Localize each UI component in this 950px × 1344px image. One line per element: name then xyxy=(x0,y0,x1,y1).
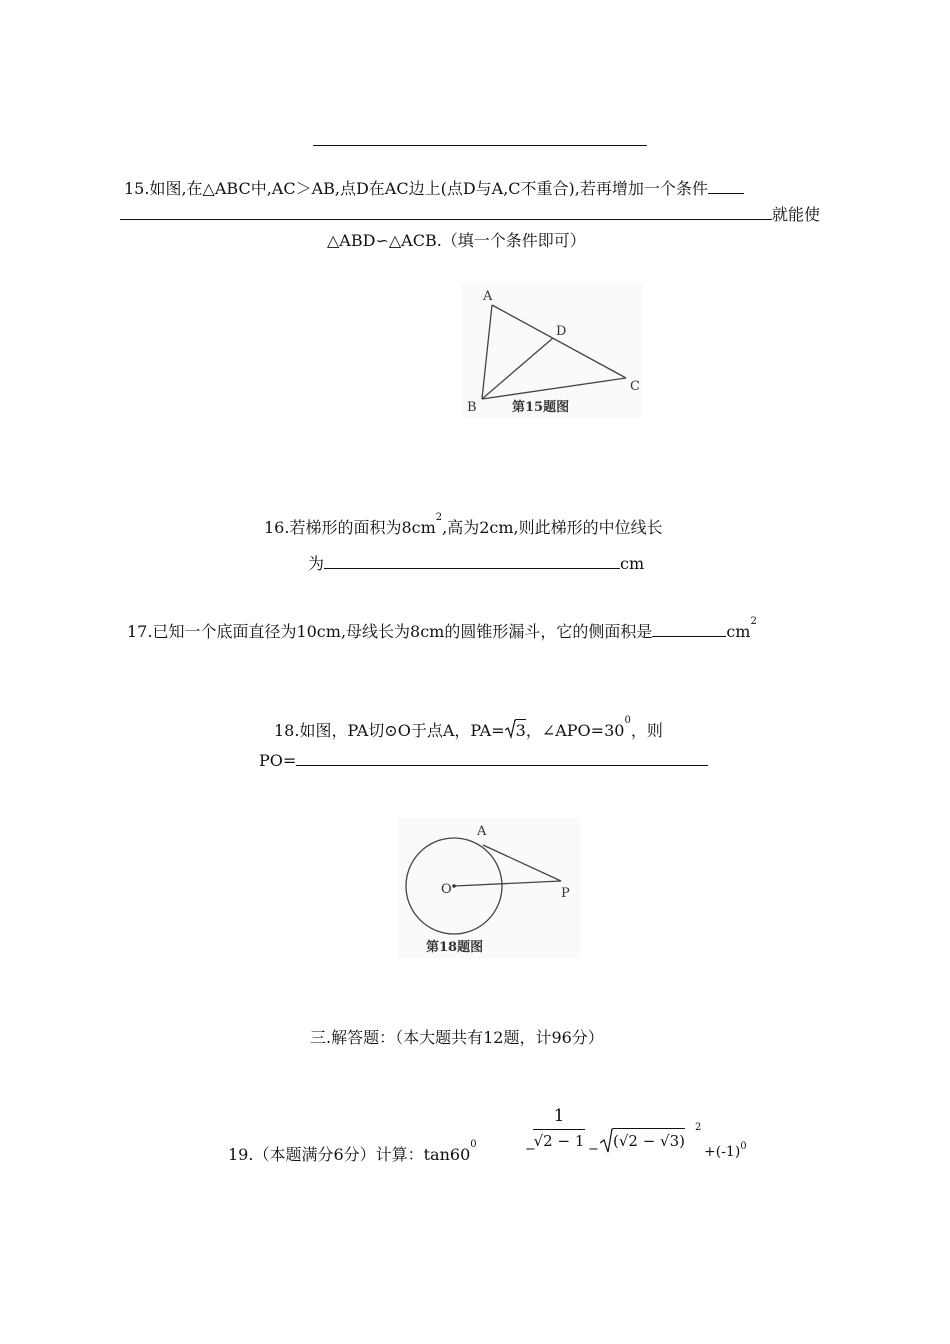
q15-line3 xyxy=(327,228,586,251)
q18-sqrt xyxy=(505,719,526,740)
q19-outer-sqrt xyxy=(600,1128,685,1154)
label-a: A xyxy=(483,289,493,304)
q16-area-exponent: 2 xyxy=(435,512,443,523)
center-point xyxy=(452,884,456,888)
q16-text-b: ,高为2cm,则此梯形的中位线长 xyxy=(442,518,663,537)
q19-tail-text: +(-1) xyxy=(704,1144,741,1160)
q18-degree: 0 xyxy=(624,715,631,726)
figure-18 xyxy=(398,818,580,958)
q18-text-c: ，则 xyxy=(630,721,663,740)
q15-blank-start xyxy=(708,179,744,194)
q15-answer-blank xyxy=(120,205,772,220)
q18-text-a: 18.如图，PA切⊙O于点A，PA= xyxy=(274,721,505,740)
label-c: C xyxy=(630,379,640,394)
figure-15-caption: 第15题图 xyxy=(512,400,570,415)
q17-unit-exponent: 2 xyxy=(750,616,757,627)
q17-answer-blank xyxy=(652,622,726,637)
q18-line2 xyxy=(259,751,708,770)
q17-unit: cm xyxy=(726,622,751,641)
q19-degree: 0 xyxy=(470,1139,477,1150)
q19-minus-2: − xyxy=(588,1142,599,1157)
q16-text-a: 16.若梯形的面积为8cm xyxy=(264,518,436,537)
top-answer-line xyxy=(313,145,647,146)
section-3-title: 三.解答题：（本大题共有12题，计96分） xyxy=(310,1028,604,1047)
q19-tail xyxy=(704,1141,747,1160)
label-p: P xyxy=(561,886,570,901)
q18-prefix: PO= xyxy=(259,751,297,770)
q19-minus-1: − xyxy=(525,1142,536,1157)
q17-text: 17.已知一个底面直径为10cm,母线长为8cm的圆锥形漏斗，它的侧面积是 xyxy=(127,622,653,641)
q16-line1 xyxy=(264,512,663,538)
q19-prefix: 19.（本题满分6分）计算：tan60 xyxy=(228,1145,471,1164)
outer-sqrt-sign-icon xyxy=(600,1128,613,1154)
q18-line1 xyxy=(274,715,663,741)
q16-answer-blank xyxy=(324,554,620,569)
q15-suffix: 就能使 xyxy=(772,205,821,224)
figure-15 xyxy=(462,283,642,418)
q16-line2 xyxy=(308,551,644,574)
q16-prefix: 为 xyxy=(308,554,325,573)
figure-18-background xyxy=(398,818,580,958)
sqrt-sign-icon xyxy=(505,719,516,739)
q16-unit: cm xyxy=(620,554,645,573)
q18-answer-blank xyxy=(296,751,708,766)
q19-fraction-denominator: √2 − 1 xyxy=(533,1132,585,1150)
q19-fraction xyxy=(533,1106,585,1152)
section-3-heading xyxy=(310,1025,604,1048)
q15-conclusion: △ABD∽△ACB.（填一个条件即可） xyxy=(327,231,586,250)
q19-radicand: (√2 − √3) xyxy=(613,1128,685,1150)
label-b: B xyxy=(467,400,477,415)
q19-fraction-numerator: 1 xyxy=(553,1106,565,1126)
q15-text: 15.如图,在△ABC中,AC＞AB,点D在AC边上(点D与A,C不重合),若再增加一个条件 xyxy=(124,179,708,198)
label-a: A xyxy=(477,824,487,839)
q18-text-b: ，∠APO=30 xyxy=(525,721,625,740)
q18-radicand: 3 xyxy=(515,721,526,740)
label-d: D xyxy=(556,324,567,339)
q19-radicand-exponent: 2 xyxy=(695,1122,702,1133)
q19-tail-exponent: 0 xyxy=(740,1141,747,1152)
q15-line2 xyxy=(120,202,820,225)
figure-18-caption: 第18题图 xyxy=(426,940,484,955)
label-o: O xyxy=(441,882,452,897)
q15-line1 xyxy=(124,176,744,199)
q17-line xyxy=(127,616,757,642)
q19-prefix-line xyxy=(228,1139,477,1165)
